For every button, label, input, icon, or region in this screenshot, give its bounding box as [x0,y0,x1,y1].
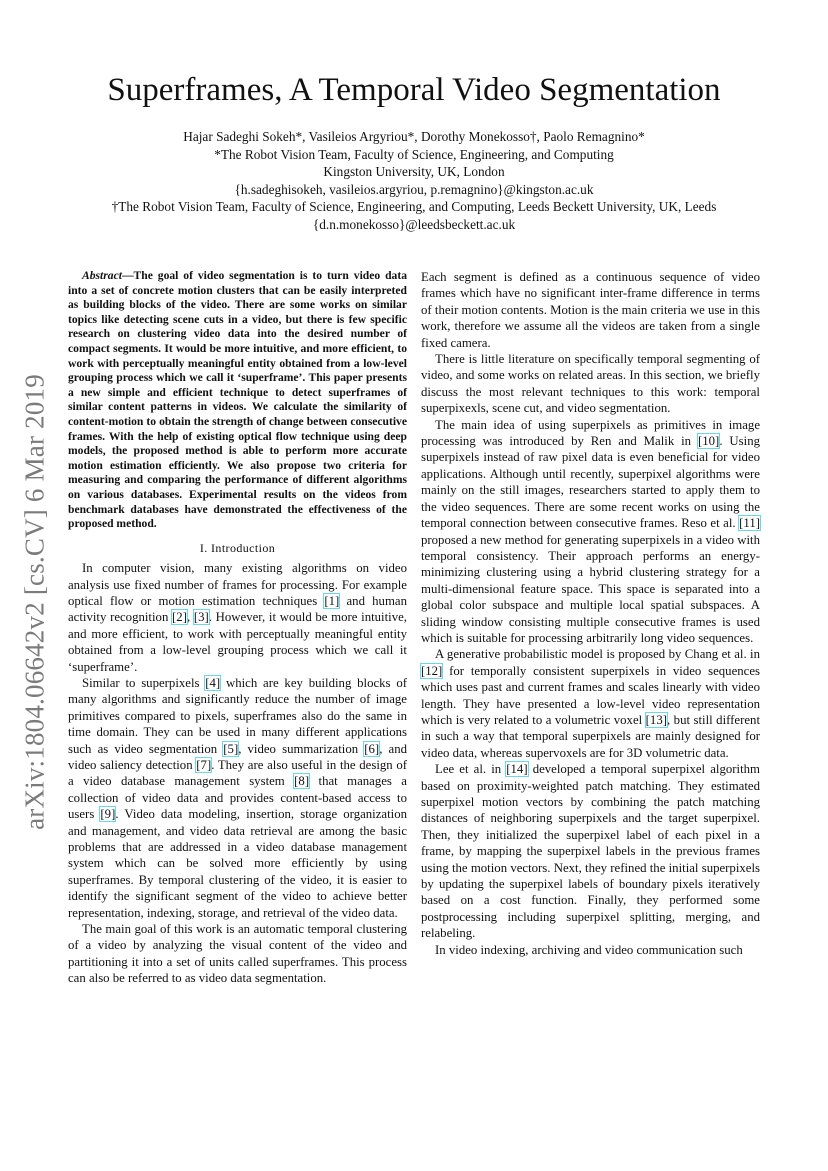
citation-link[interactable]: [9] [100,807,116,822]
right-paragraph-1: Each segment is defined as a continuous sequence of video frames which have no significant inter-frame difference in terms of their motion contents. Motion is the main criteria we use in this work, therefore we assume all the videos are taken from a single fixed camera. [421,270,760,350]
text: developed a temporal superpixel algorithm based on proximity-weighted patch matching. They estimated superpixel motion vectors by combining the patch matching distances of neighboring superpixels and the target superpixel. Then, they initialized the superpixel label of each pixel in a frame, by mapping the superpixel labels in the previous frames using the motion vectors. Next, they refined the initial superpixels by updating the superpixel labels of boundary pixels iteratively based on a cost function. Finally, they performed some postprocessing including superpixel splitting, merging, and relabeling. [421,762,760,941]
text: In computer vision, many existing algorithms on video analysis use fixed number of frames for processing. For example optical flow or motion estimation techniques [68,561,407,608]
paper-title: Superframes, A Temporal Video Segmentation [107,72,721,108]
intro-paragraph-3: The main goal of this work is an automatic temporal clustering of a video by analyzing the visual content of the video and partitioning it into a set of units called superframes. This process can also be referred to as video data segmentation. [68,922,407,986]
text: . They are also useful in the design of a video database management system [68,757,407,789]
text: which are key building blocks of many algorithms and significantly reduce the number of image primitives compared to pixels, superframes also do the same in time domain. They can be used in many different applications such as video segmentation [68,675,407,756]
text: and human activity recognition [68,593,407,625]
text: . Using superpixels instead of raw pixel data is even beneficial for video applications. Although until recently, superpixel algorithms were mainly on the still images, researchers started to apply them to the video sequences. There are some recent works on using the temporal connection between consecutive frames. Reso et al. [421,434,760,531]
author-names: Hajar Sadeghi Sokeh*, Vasileios Argyriou*, Dorothy Monekosso†, Paolo Remagnino* [183,129,645,144]
right-paragraph-6: In video indexing, archiving and video communication such [435,942,743,957]
text: Similar to superpixels [82,675,206,690]
arxiv-sidebar-identifier [20,362,50,842]
text: . Video data modeling, insertion, storage organization and management, and video data retrieval are among the basic problems that are addressed in a video database management system which can be solved more efficiently by using superframes. By temporal clustering of the video, it is easier to identify the significant segment of the video to achieve better representation, indexing, storage, and retrieval of the video data. [68,807,408,920]
citation-link[interactable]: [6] [364,741,380,756]
citation-link[interactable]: [4] [205,675,221,690]
text: for temporally consistent superpixels in video sequences which uses past and current frames and scales linearly with video length. They have presented a low-level video representation which is very related to a volumetric voxel [421,663,760,727]
section-heading-introduction: I. Introduction [199,540,276,555]
text: . However, it would be more intuitive, and more efficient, to work with perceptually meaningful entity obtained from a low-level grouping process which we call it ‘superframe’. [68,610,407,674]
intro-paragraph-2 [68,675,407,921]
text: proposed a new method for generating superpixels in a video with temporal consistency. Their approach performs an energy-minimizing clustering using a hybrid clustering strategy for a multi-dimensional feature space. This space is separated into a global color subspace and multiple local spatial subspaces. A sliding window consisting multiple consecutive frames is used which is suitable for processing arbitrarily long video sequences. [421,532,760,645]
affiliation-2: †The Robot Vision Team, Faculty of Science, Engineering, and Computing, Leeds Beckett University, UK, Leeds [111,199,717,214]
citation-link[interactable]: [12] [421,663,443,678]
citation-link[interactable]: [2] [172,610,187,625]
text: that manages a collection of video data and provides content-based access to users [68,774,407,822]
author-block [50,128,778,233]
intro-paragraph-1 [68,560,407,675]
email-1: {h.sadeghisokeh, vasileios.argyriou, p.remagnino}@kingston.ac.uk [234,181,594,197]
left-column [68,269,407,987]
text: The main idea of using superpixels as primitives in image processing was introduced by Ren and Malik in [421,417,760,449]
citation-link[interactable]: [14] [506,762,528,777]
citation-link[interactable]: [3] [193,610,209,625]
text: , but still different in such a way that temporal superpixels are mainly designed for video data, whereas supervoxels are for 3D volumetric data. [421,712,761,760]
abstract [68,269,407,532]
text: , [186,610,194,625]
affiliation-1: *The Robot Vision Team, Faculty of Science, Engineering, and Computing [214,146,614,162]
citation-link[interactable]: [7] [196,757,212,772]
citation-link[interactable]: [5] [223,741,239,756]
right-paragraph-5 [421,761,760,941]
email-2: {d.n.monekosso}@leedsbeckett.ac.uk [312,216,516,232]
text: Lee et al. in [435,762,507,777]
abstract-body: —The goal of video segmentation is to turn video data into a set of concrete motion clusters that can be easily interpreted as building blocks of the video. There are some works on similar topics like detecting scene cuts in a video, but there is few specific research on clustering video data into the desired number of compact segments. It would be more intuitive, and more efficient, to work with perceptually meaningful entity obtained from a low-level grouping process which we call it ‘superframe’. This paper presents a new simple and efficient technique to detect superframes of similar content patterns in videos. We calculate the similarity of content-motion to obtain the strength of change between consecutive frames. With the help of existing optical flow technique using deep models, the proposed method is able to perform more accurate motion estimation efficiently. We also propose two criteria for measuring and comparing the performance of different algorithms on various databases. Experimental results on the videos from benchmark databases have demonstrated the effectiveness of the proposed method. [68,269,407,531]
affiliation-1-location: Kingston University, UK, London [323,164,505,179]
right-paragraph-3 [421,417,760,647]
abstract-lead: Abstract [82,269,122,282]
text: , video summarization [238,741,365,756]
citation-link[interactable]: [13] [645,712,667,727]
text: A generative probabilistic model is proposed by Chang et al. in [435,647,760,662]
right-column [421,269,760,958]
citation-link[interactable]: [8] [294,774,310,789]
citation-link[interactable]: [11] [739,516,760,531]
right-paragraph-4 [421,646,760,761]
arxiv-id-text: arXiv:1804.06642v2 [cs.CV] 6 Mar 2019 [19,374,50,830]
text: , and video saliency detection [68,741,407,772]
citation-link[interactable]: [10] [697,434,720,449]
right-paragraph-2: There is little literature on specifically temporal segmenting of video, and some works on related areas. In this section, we briefly discuss the most relevant techniques to this work: temporal superpixexls, scene cut, and video segmentation. [421,352,760,416]
citation-link[interactable]: [1] [324,593,340,608]
